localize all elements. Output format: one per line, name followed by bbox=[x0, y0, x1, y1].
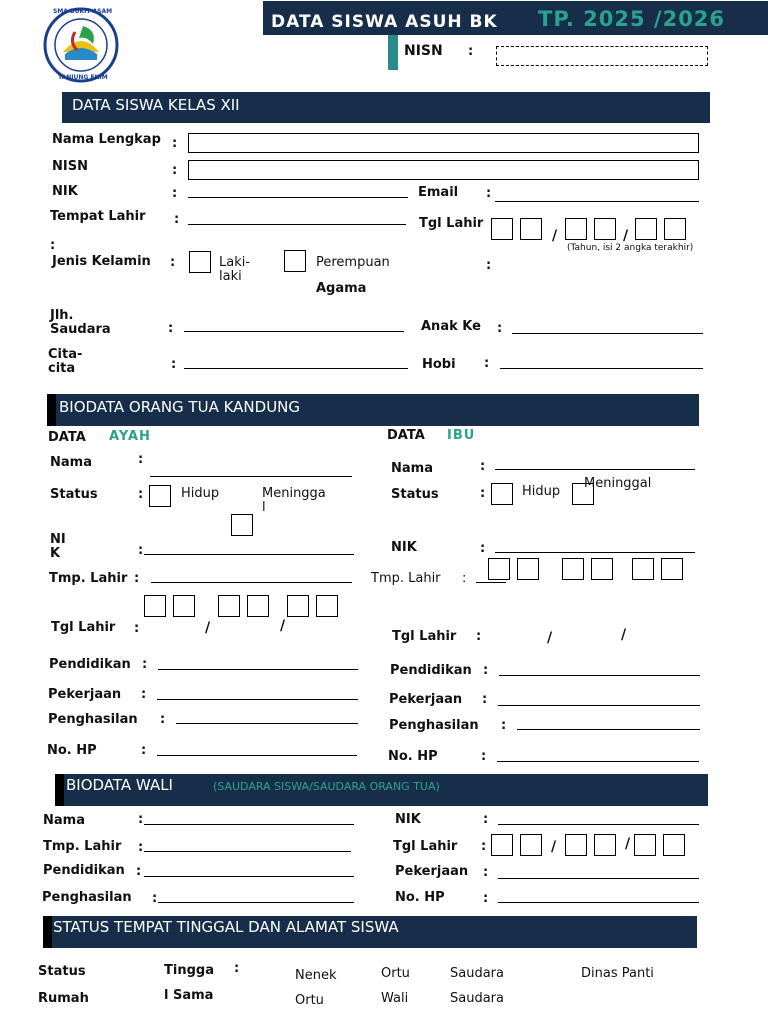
colon: : bbox=[476, 629, 482, 644]
checkbox-ayah-meninggal[interactable] bbox=[231, 514, 253, 536]
colon: : bbox=[171, 357, 177, 372]
label-ibu: IBU bbox=[447, 428, 476, 443]
label-anak-ke: Anak Ke bbox=[421, 319, 481, 334]
label-penghasilan-ayah: Penghasilan bbox=[48, 712, 138, 727]
pendidikan-wali-input[interactable] bbox=[144, 876, 354, 877]
nama-wali-input[interactable] bbox=[144, 824, 354, 825]
option-nenek[interactable]: Nenek bbox=[295, 968, 337, 983]
logo-bottom-text: TANJUNG ENIM bbox=[58, 74, 108, 81]
label-tgl-lahir-ayah: Tgl Lahir bbox=[51, 620, 116, 635]
section-ortu-title: BIODATA ORANG TUA KANDUNG bbox=[59, 398, 301, 416]
label-penghasilan-wali: Penghasilan bbox=[42, 890, 132, 905]
colon: : bbox=[481, 839, 487, 854]
colon: : bbox=[172, 163, 178, 178]
colon: : bbox=[172, 136, 178, 151]
tgl-lahir-ayah-box[interactable] bbox=[173, 595, 195, 617]
section-wali-subtitle: (SAUDARA SISWA/SAUDARA ORANG TUA) bbox=[213, 780, 440, 793]
label-no-hp-ibu: No. HP bbox=[388, 749, 438, 764]
header-title-bar bbox=[263, 1, 768, 35]
date-slash: / bbox=[621, 627, 627, 643]
nik-ayah-input[interactable] bbox=[144, 554, 354, 555]
colon: : bbox=[136, 864, 142, 879]
label-status-ayah: Status bbox=[50, 487, 98, 502]
label-jenis-kelamin: Jenis Kelamin bbox=[52, 254, 151, 269]
section-tinggal-header bbox=[43, 916, 697, 948]
option-saudara-2[interactable]: Saudara bbox=[450, 991, 504, 1006]
nik-ibu-input[interactable] bbox=[495, 552, 695, 553]
penghasilan-ibu-input[interactable] bbox=[517, 729, 700, 730]
colon: : bbox=[483, 891, 489, 906]
school-year: TP. 2025 /2026 bbox=[538, 7, 726, 31]
label-pekerjaan-ayah: Pekerjaan bbox=[48, 687, 122, 702]
label-tgl-lahir-ibu: Tgl Lahir bbox=[392, 629, 457, 644]
label-tempat-lahir: Tempat Lahir bbox=[50, 209, 146, 224]
section-wali-title: BIODATA WALI bbox=[66, 776, 173, 794]
date-slash: / bbox=[552, 228, 558, 244]
nisn-header-label: NISN bbox=[404, 43, 443, 59]
nama-lengkap-input[interactable] bbox=[188, 133, 699, 153]
cita-cita-input[interactable] bbox=[184, 368, 408, 369]
tgl-lahir-wali-box[interactable] bbox=[491, 834, 513, 856]
tgl-lahir-box[interactable] bbox=[594, 218, 616, 240]
option-ortu-2[interactable]: Ortu bbox=[295, 993, 324, 1008]
section-ortu-header bbox=[47, 394, 699, 426]
checkbox-ayah-hidup[interactable] bbox=[149, 485, 171, 507]
tmp-lahir-ayah-input[interactable] bbox=[151, 582, 352, 583]
colon: : bbox=[141, 687, 147, 702]
nama-ibu-input[interactable] bbox=[495, 469, 695, 470]
tgl-lahir-box[interactable] bbox=[491, 218, 513, 240]
label-pekerjaan-wali: Pekerjaan bbox=[395, 864, 469, 879]
label-pendidikan-ibu: Pendidikan bbox=[390, 663, 472, 678]
no-hp-ibu-input[interactable] bbox=[497, 761, 699, 762]
no-hp-ayah-input[interactable] bbox=[157, 755, 357, 756]
colon: : bbox=[486, 258, 492, 273]
school-logo bbox=[33, 2, 129, 88]
label-nama-wali: Nama bbox=[43, 813, 85, 828]
pendidikan-ibu-input[interactable] bbox=[499, 675, 700, 676]
colon: : bbox=[138, 840, 144, 855]
label-no-hp-ayah: No. HP bbox=[47, 743, 97, 758]
colon: : bbox=[482, 692, 488, 707]
colon: : bbox=[142, 657, 148, 672]
tgl-lahir-box[interactable] bbox=[565, 218, 587, 240]
label-tmp-lahir-wali: Tmp. Lahir bbox=[43, 839, 122, 854]
colon: : bbox=[480, 486, 486, 501]
label-perempuan: Perempuan bbox=[316, 255, 390, 270]
section-siswa-header bbox=[62, 92, 710, 123]
label-nama-ayah: Nama bbox=[50, 455, 92, 470]
nisn-header-colon: : bbox=[468, 44, 474, 59]
label-pendidikan-ayah: Pendidikan bbox=[49, 657, 131, 672]
tgl-lahir-ibu-box[interactable] bbox=[562, 558, 584, 580]
tgl-lahir-ibu-box[interactable] bbox=[661, 558, 683, 580]
colon: : bbox=[483, 812, 489, 827]
logo-top-text: SMA BUKIT ASAM bbox=[53, 8, 113, 15]
tmp-lahir-ibu-input[interactable] bbox=[476, 582, 506, 583]
tgl-lahir-wali-box[interactable] bbox=[565, 834, 587, 856]
email-input[interactable] bbox=[495, 201, 699, 202]
date-slash: / bbox=[205, 620, 211, 636]
tgl-lahir-ayah-box[interactable] bbox=[316, 595, 338, 617]
tgl-lahir-box[interactable] bbox=[635, 218, 657, 240]
colon: : bbox=[501, 718, 507, 733]
label-ibu-hidup: Hidup bbox=[522, 484, 561, 499]
colon: : bbox=[160, 712, 166, 727]
label-data-ibu-prefix: DATA bbox=[387, 428, 425, 443]
date-slash: / bbox=[547, 630, 553, 646]
pekerjaan-ayah-input[interactable] bbox=[157, 699, 358, 700]
colon: : bbox=[484, 356, 490, 371]
colon: : bbox=[50, 238, 56, 253]
label-data-ayah-prefix: DATA bbox=[48, 430, 86, 445]
nisn-accent bbox=[388, 35, 398, 70]
colon: : bbox=[497, 321, 503, 336]
tgl-lahir-note: (Tahun, isi 2 angka terakhir) bbox=[567, 243, 694, 253]
label-email: Email bbox=[418, 185, 459, 200]
option-wali[interactable]: Wali bbox=[381, 991, 409, 1006]
label-tgl-lahir: Tgl Lahir bbox=[419, 216, 484, 231]
colon: : bbox=[134, 571, 140, 586]
tgl-lahir-wali-box[interactable] bbox=[634, 834, 656, 856]
nik-wali-input[interactable] bbox=[498, 824, 699, 825]
tgl-lahir-ayah-box[interactable] bbox=[287, 595, 309, 617]
colon: : bbox=[141, 743, 147, 758]
nisn-input[interactable] bbox=[188, 160, 699, 180]
colon: : bbox=[462, 571, 467, 586]
date-slash: / bbox=[280, 618, 286, 634]
label-cita-cita: Cita-cita bbox=[48, 347, 83, 376]
colon: : bbox=[174, 212, 180, 227]
colon: : bbox=[480, 459, 486, 474]
colon: : bbox=[483, 865, 489, 880]
label-ayah-hidup: Hidup bbox=[181, 486, 220, 501]
date-slash: / bbox=[551, 839, 557, 855]
colon: : bbox=[481, 749, 487, 764]
label-nik-ibu: NIK bbox=[391, 540, 417, 555]
tgl-lahir-wali-box[interactable] bbox=[594, 834, 616, 856]
tgl-lahir-box[interactable] bbox=[520, 218, 542, 240]
label-no-hp-wali: No. HP bbox=[395, 890, 445, 905]
date-slash: / bbox=[625, 836, 631, 852]
label-pekerjaan-ibu: Pekerjaan bbox=[389, 692, 463, 707]
colon: : bbox=[480, 541, 486, 556]
colon: : bbox=[138, 487, 144, 502]
nik-input[interactable] bbox=[188, 197, 408, 198]
tmp-lahir-wali-input[interactable] bbox=[144, 851, 351, 852]
date-slash: / bbox=[623, 228, 629, 244]
tgl-lahir-ibu-box[interactable] bbox=[591, 558, 613, 580]
label-hobi: Hobi bbox=[422, 357, 456, 372]
label-tgl-lahir-wali: Tgl Lahir bbox=[393, 839, 458, 854]
jlh-saudara-input[interactable] bbox=[184, 331, 404, 332]
tgl-lahir-ayah-box[interactable] bbox=[218, 595, 240, 617]
label-nama-ibu: Nama bbox=[391, 461, 433, 476]
colon: : bbox=[152, 891, 158, 906]
pekerjaan-ibu-input[interactable] bbox=[498, 705, 700, 706]
tgl-lahir-ayah-box[interactable] bbox=[144, 595, 166, 617]
page-title: DATA SISWA ASUH BK bbox=[271, 12, 498, 32]
option-ortu[interactable]: Ortu bbox=[381, 966, 410, 981]
checkbox-ibu-hidup[interactable] bbox=[491, 483, 513, 505]
tgl-lahir-box[interactable] bbox=[664, 218, 686, 240]
label-tmp-lahir-ayah: Tmp. Lahir bbox=[49, 571, 128, 586]
colon: : bbox=[168, 321, 174, 336]
colon: : bbox=[234, 961, 240, 976]
pendidikan-ayah-input[interactable] bbox=[158, 669, 358, 670]
label-ayah: AYAH bbox=[109, 429, 151, 444]
tgl-lahir-ibu-box[interactable] bbox=[632, 558, 654, 580]
colon: : bbox=[138, 543, 144, 558]
tgl-lahir-ibu-box[interactable] bbox=[517, 558, 539, 580]
label-laki-laki: Laki-laki bbox=[219, 255, 251, 284]
label-nik-wali: NIK bbox=[395, 812, 421, 827]
option-dinas-panti[interactable]: Dinas Panti bbox=[581, 966, 654, 981]
colon: : bbox=[483, 663, 489, 678]
section-siswa-title: DATA SISWA KELAS XII bbox=[72, 96, 240, 114]
label-ayah-meninggal: Meninggal bbox=[262, 486, 326, 515]
no-hp-wali-input[interactable] bbox=[498, 902, 699, 903]
penghasilan-wali-input[interactable] bbox=[158, 902, 354, 903]
section-wali-header bbox=[55, 774, 708, 806]
label-tmp-lahir-ibu: Tmp. Lahir bbox=[371, 571, 441, 586]
label-nama-lengkap: Nama Lengkap bbox=[52, 132, 161, 147]
anak-ke-input[interactable] bbox=[512, 333, 703, 334]
checkbox-perempuan[interactable] bbox=[284, 250, 306, 272]
checkbox-laki-laki[interactable] bbox=[189, 251, 211, 273]
nisn-header-input[interactable] bbox=[496, 46, 708, 66]
nama-ayah-input[interactable] bbox=[150, 476, 352, 477]
label-nik-ayah: NIK bbox=[50, 532, 66, 561]
tgl-lahir-ibu-box[interactable] bbox=[488, 558, 510, 580]
label-penghasilan-ibu: Penghasilan bbox=[389, 718, 479, 733]
label-tinggal-sama: Tinggal Sama bbox=[164, 963, 214, 1003]
label-jlh-saudara: Jlh. Saudara bbox=[50, 308, 111, 337]
tgl-lahir-wali-box[interactable] bbox=[663, 834, 685, 856]
label-pendidikan-wali: Pendidikan bbox=[43, 863, 125, 878]
colon: : bbox=[138, 452, 144, 467]
label-ibu-meninggal: Meninggal bbox=[584, 476, 652, 491]
colon: : bbox=[486, 186, 492, 201]
colon: : bbox=[172, 186, 178, 201]
section-tinggal-title: STATUS TEMPAT TINGGAL DAN ALAMAT SISWA bbox=[53, 918, 399, 936]
label-nik: NIK bbox=[52, 184, 78, 199]
pekerjaan-wali-input[interactable] bbox=[498, 878, 699, 879]
hobi-input[interactable] bbox=[500, 368, 703, 369]
option-saudara[interactable]: Saudara bbox=[450, 966, 504, 981]
tempat-lahir-input[interactable] bbox=[188, 224, 406, 225]
label-nisn: NISN bbox=[52, 159, 88, 174]
label-status-rumah: Status Rumah bbox=[38, 964, 89, 1006]
colon: : bbox=[170, 255, 176, 270]
colon: : bbox=[138, 812, 144, 827]
label-agama: Agama bbox=[316, 281, 367, 296]
tgl-lahir-wali-box[interactable] bbox=[520, 834, 542, 856]
penghasilan-ayah-input[interactable] bbox=[176, 723, 358, 724]
label-status-ibu: Status bbox=[391, 487, 439, 502]
colon: : bbox=[134, 621, 140, 636]
tgl-lahir-ayah-box[interactable] bbox=[247, 595, 269, 617]
